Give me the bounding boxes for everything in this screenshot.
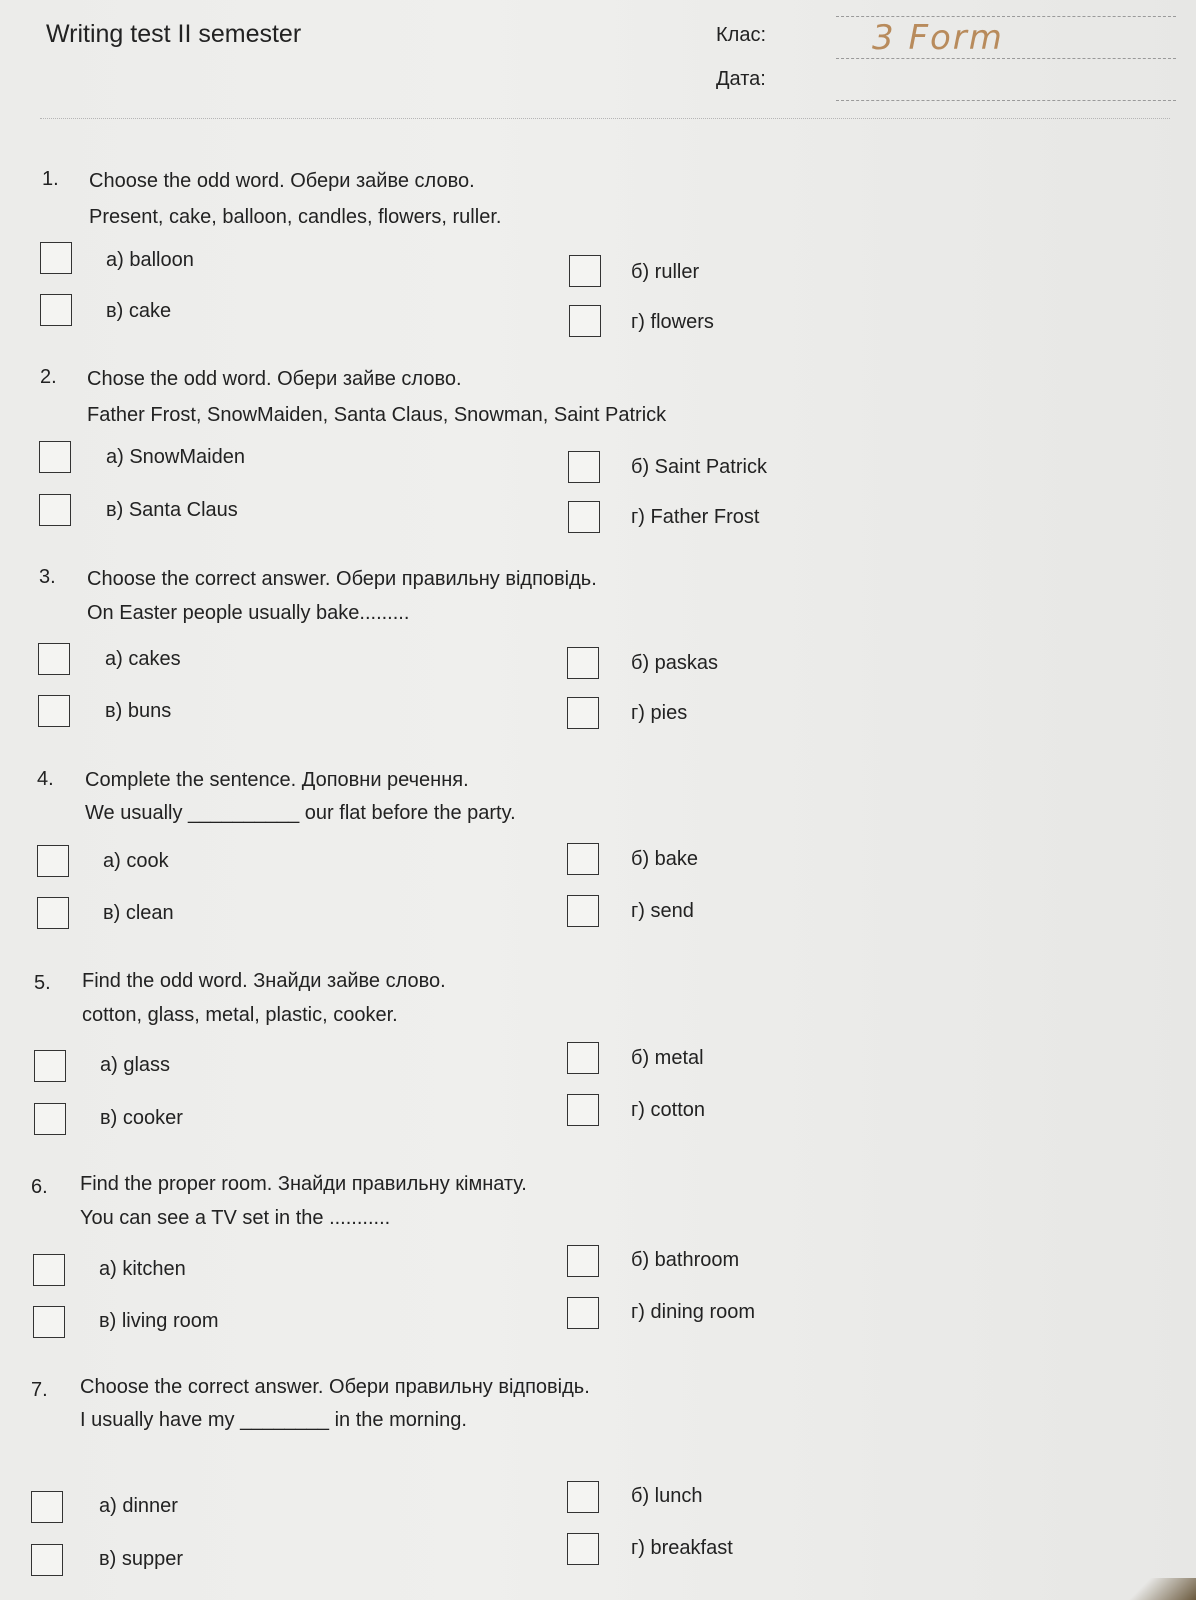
option-a-checkbox[interactable]: [34, 1050, 66, 1082]
question-number: 4.: [37, 768, 54, 790]
option-c-label: в) cake: [106, 300, 172, 322]
option-d-label: г) flowers: [631, 311, 714, 333]
top-field-line: [836, 16, 1176, 17]
option-b-label: б) ruller: [631, 261, 700, 283]
question-sentence: You can see a TV set in the ...........: [80, 1207, 391, 1229]
option-d-label: г) send: [631, 900, 694, 922]
question-number: 2.: [40, 366, 57, 388]
checkbox-square[interactable]: [567, 1042, 599, 1074]
option-c-checkbox[interactable]: [33, 1306, 65, 1338]
option-b-checkbox[interactable]: [567, 647, 599, 679]
option-c-checkbox[interactable]: [34, 1103, 66, 1135]
class-field-line[interactable]: [836, 58, 1176, 59]
option-c-label: в) buns: [105, 700, 172, 722]
option-b-label: б) bathroom: [631, 1249, 740, 1271]
question-sentence: cotton, glass, metal, plastic, cooker.: [82, 1004, 398, 1026]
option-a-checkbox[interactable]: [40, 242, 72, 274]
option-b-label: б) paskas: [631, 652, 719, 674]
option-b-checkbox[interactable]: [569, 255, 601, 287]
option-a-label: а) cook: [103, 850, 169, 872]
checkbox-square[interactable]: [31, 1491, 63, 1523]
option-c-label: в) cooker: [100, 1107, 183, 1129]
option-a-label: а) cakes: [105, 648, 181, 670]
option-d-label: г) pies: [631, 702, 688, 724]
class-label: Клас:: [716, 24, 766, 46]
option-a-checkbox[interactable]: [31, 1491, 63, 1523]
checkbox-square[interactable]: [569, 255, 601, 287]
question-number: 6.: [31, 1176, 48, 1198]
option-b-checkbox[interactable]: [567, 1481, 599, 1513]
checkbox-square[interactable]: [39, 494, 71, 526]
option-d-checkbox[interactable]: [568, 501, 600, 533]
option-a-checkbox[interactable]: [38, 643, 70, 675]
option-b-label: б) metal: [631, 1047, 704, 1069]
checkbox-square[interactable]: [567, 1245, 599, 1277]
test-title: Writing test II semester: [46, 20, 302, 48]
option-c-label: в) living room: [99, 1310, 219, 1332]
checkbox-square[interactable]: [567, 895, 599, 927]
question-number: 1.: [42, 168, 59, 190]
option-b-checkbox[interactable]: [567, 843, 599, 875]
question-sentence: We usually __________ our flat before the party.: [85, 802, 516, 824]
option-c-checkbox[interactable]: [40, 294, 72, 326]
option-d-checkbox[interactable]: [567, 895, 599, 927]
option-d-checkbox[interactable]: [569, 305, 601, 337]
checkbox-square[interactable]: [38, 643, 70, 675]
checkbox-square[interactable]: [568, 451, 600, 483]
option-c-label: в) Santa Claus: [106, 499, 238, 521]
option-b-label: б) bake: [631, 848, 699, 870]
checkbox-square[interactable]: [37, 897, 69, 929]
checkbox-square[interactable]: [567, 1481, 599, 1513]
checkbox-square[interactable]: [567, 647, 599, 679]
question-sentence: Father Frost, SnowMaiden, Santa Claus, Snowman, Saint Patrick: [87, 404, 667, 426]
checkbox-square[interactable]: [31, 1544, 63, 1576]
option-b-checkbox[interactable]: [567, 1245, 599, 1277]
option-a-label: а) balloon: [106, 249, 194, 271]
option-b-checkbox[interactable]: [568, 451, 600, 483]
question-number: 3.: [39, 566, 56, 588]
option-b-checkbox[interactable]: [567, 1042, 599, 1074]
option-c-label: в) supper: [99, 1548, 183, 1570]
checkbox-square[interactable]: [37, 845, 69, 877]
checkbox-square[interactable]: [38, 695, 70, 727]
option-d-label: г) cotton: [631, 1099, 705, 1121]
option-a-label: а) kitchen: [99, 1258, 186, 1280]
checkbox-square[interactable]: [569, 305, 601, 337]
question-number: 7.: [31, 1379, 48, 1401]
table-corner-shadow: [1106, 1578, 1196, 1600]
option-d-label: г) dining room: [631, 1301, 756, 1323]
option-d-checkbox[interactable]: [567, 1533, 599, 1565]
question-prompt: Complete the sentence. Доповни речення.: [85, 769, 469, 791]
option-d-checkbox[interactable]: [567, 697, 599, 729]
header-divider: [40, 118, 1170, 119]
option-c-checkbox[interactable]: [38, 695, 70, 727]
option-a-label: а) dinner: [99, 1495, 178, 1517]
checkbox-square[interactable]: [567, 1533, 599, 1565]
option-c-checkbox[interactable]: [37, 897, 69, 929]
checkbox-square[interactable]: [33, 1306, 65, 1338]
question-number: 5.: [34, 972, 51, 994]
option-b-label: б) Saint Patrick: [631, 456, 767, 478]
option-a-checkbox[interactable]: [37, 845, 69, 877]
checkbox-square[interactable]: [39, 441, 71, 473]
checkbox-square[interactable]: [567, 697, 599, 729]
checkbox-square[interactable]: [567, 1094, 599, 1126]
checkbox-square[interactable]: [34, 1103, 66, 1135]
option-a-label: а) glass: [100, 1054, 171, 1076]
question-sentence: Present, cake, balloon, candles, flowers, ruller.: [89, 206, 502, 228]
checkbox-square[interactable]: [568, 501, 600, 533]
question-prompt: Choose the correct answer. Обери правильну відповідь.: [87, 568, 597, 590]
class-handwritten-value: 3 Form: [872, 18, 1004, 58]
checkbox-square[interactable]: [40, 242, 72, 274]
question-prompt: Choose the correct answer. Обери правильну відповідь.: [80, 1376, 590, 1398]
option-c-label: в) clean: [103, 902, 174, 924]
option-c-checkbox[interactable]: [31, 1544, 63, 1576]
option-d-checkbox[interactable]: [567, 1094, 599, 1126]
checkbox-square[interactable]: [33, 1254, 65, 1286]
question-sentence: I usually have my ________ in the morning.: [80, 1409, 467, 1431]
date-label: Дата:: [716, 68, 766, 90]
option-d-label: г) breakfast: [631, 1537, 733, 1559]
question-prompt: Find the proper room. Знайди правильну кімнату.: [80, 1173, 527, 1195]
date-field-line[interactable]: [836, 100, 1176, 101]
option-d-label: г) Father Frost: [631, 506, 760, 528]
option-c-checkbox[interactable]: [39, 494, 71, 526]
option-a-label: а) SnowMaiden: [106, 446, 245, 468]
option-a-checkbox[interactable]: [39, 441, 71, 473]
checkbox-square[interactable]: [40, 294, 72, 326]
checkbox-square[interactable]: [34, 1050, 66, 1082]
question-prompt: Chose the odd word. Обери зайве слово.: [87, 368, 462, 390]
question-sentence: On Easter people usually bake.........: [87, 602, 410, 624]
option-a-checkbox[interactable]: [33, 1254, 65, 1286]
option-d-checkbox[interactable]: [567, 1297, 599, 1329]
question-prompt: Find the odd word. Знайди зайве слово.: [82, 970, 446, 992]
checkbox-square[interactable]: [567, 1297, 599, 1329]
checkbox-square[interactable]: [567, 843, 599, 875]
option-b-label: б) lunch: [631, 1485, 703, 1507]
question-prompt: Choose the odd word. Обери зайве слово.: [89, 170, 475, 192]
